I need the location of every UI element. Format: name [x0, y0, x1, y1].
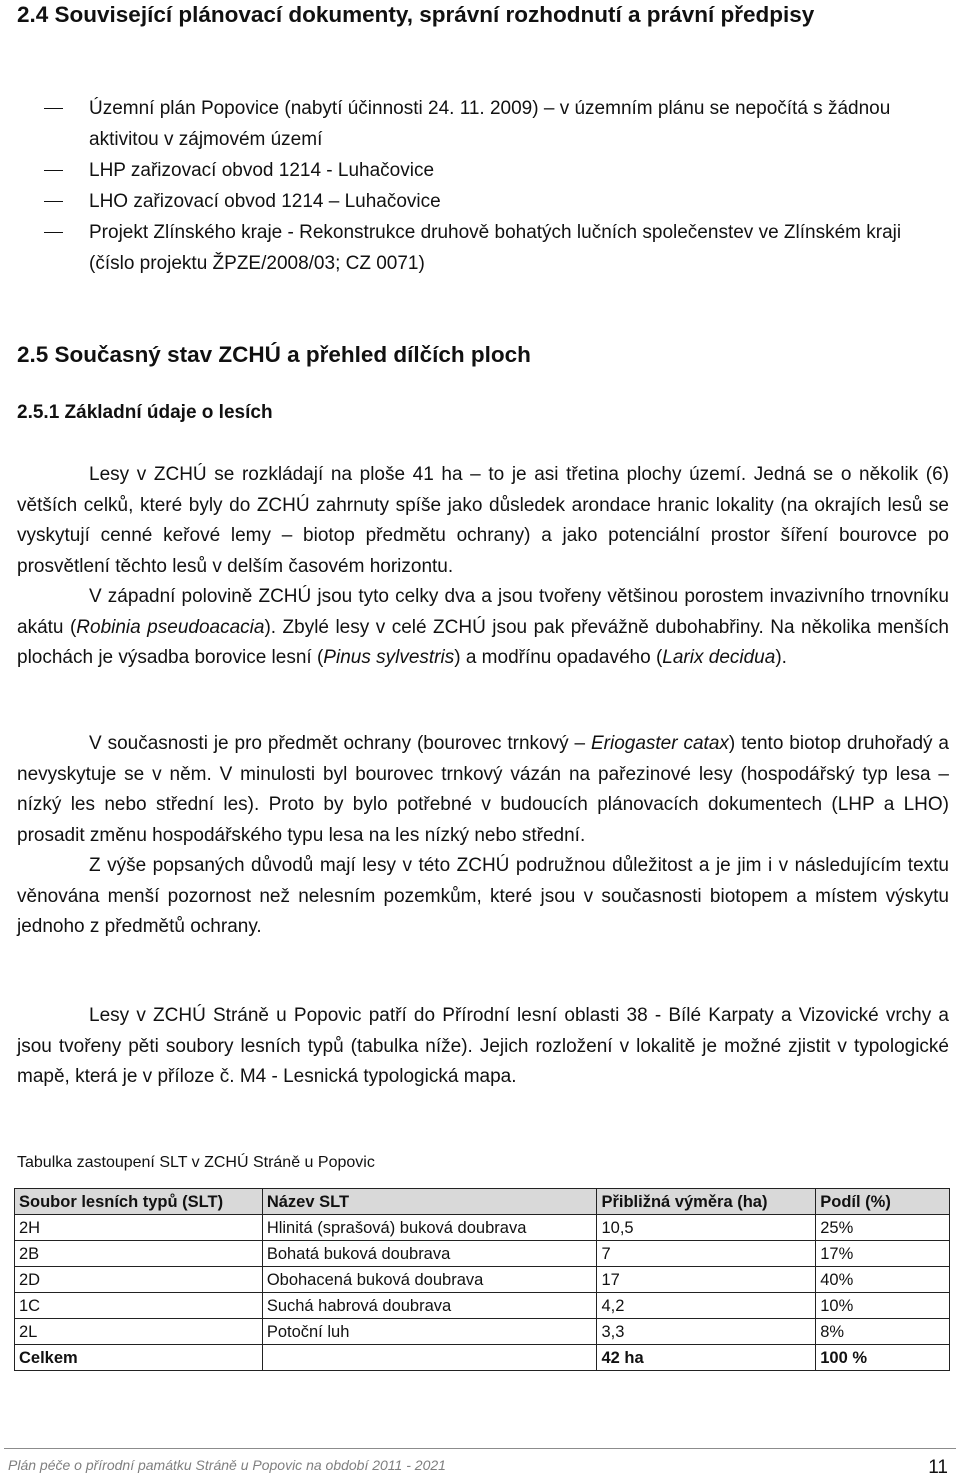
- table-cell: 25%: [816, 1215, 950, 1241]
- footer-divider: [4, 1448, 956, 1449]
- list-item: Územní plán Popovice (nabytí účinnosti 24. 11. 2009) – v územním plánu se nepočítá s žádnou aktivitou v zájmovém území: [0, 93, 960, 155]
- table-row: [15, 1215, 950, 1241]
- table-row: [15, 1241, 950, 1267]
- table-cell: 17%: [816, 1241, 950, 1267]
- list-item: Projekt Zlínského kraje - Rekonstrukce druhově bohatých lučních společenstev ve Zlínském kraji (číslo projektu ŽPZE/2008/03; CZ 0071): [0, 217, 960, 279]
- column-header: Název SLT: [262, 1189, 597, 1215]
- table-cell: 2L: [15, 1319, 263, 1345]
- table-cell: Bohatá buková doubrava: [262, 1241, 597, 1267]
- paragraph-forest-region: Lesy v ZCHÚ Stráně u Popovic patří do Přírodní lesní oblasti 38 - Bílé Karpaty a Vizovické vrchy a jsou tvořeny pěti soubory lesních typů (tabulka níže). Jejich rozložení v lokalitě je možné zjistit v typologické mapě, která je v příloze č. M4 - Lesnická typologická mapa.: [17, 1005, 949, 1087]
- table-row: [15, 1293, 950, 1319]
- table-cell: 2B: [15, 1241, 263, 1267]
- column-header: Podíl (%): [816, 1189, 950, 1215]
- table-cell: 8%: [816, 1319, 950, 1345]
- forest-region-text: [17, 1001, 949, 1093]
- section-heading-2-5: 2.5 Současný stav ZCHÚ a přehled dílčích ploch: [17, 342, 531, 367]
- column-header: Soubor lesních typů (SLT): [15, 1189, 263, 1215]
- table-cell: 3,3: [597, 1319, 816, 1345]
- list-item: LHP zařizovací obvod 1214 - Luhačovice: [0, 155, 960, 186]
- table-cell: Celkem: [15, 1345, 263, 1371]
- page-number: 11: [928, 1457, 948, 1478]
- table-cell: 1C: [15, 1293, 263, 1319]
- table-cell: Hlinitá (sprašová) buková doubrava: [262, 1215, 597, 1241]
- table-cell: 10,5: [597, 1215, 816, 1241]
- section-heading-2-4: 2.4 Související plánovací dokumenty, správní rozhodnutí a právní předpisy: [17, 2, 815, 27]
- column-header: Přibližná výměra (ha): [597, 1189, 816, 1215]
- paragraph-present-biotope: V současnosti je pro předmět ochrany (bourovec trnkový – Eriogaster catax) tento biotop druhořadý a nevyskytuje se v něm. V minulosti byl bourovec trnkový vázán na pařezinové lesy (hospodářský typ lesa – nízký les nebo střední les). Proto by bylo potřebné v budoucích plánovacích dokumentech (LHP a LHO) prosadit změnu hospodářského typu lesa na les nízký nebo střední.: [17, 733, 949, 846]
- dash-bullet-icon: [44, 170, 63, 171]
- table-total-row: [15, 1345, 950, 1371]
- table-cell: 7: [597, 1241, 816, 1267]
- paragraph-western-half: V západní polovině ZCHÚ jsou tyto celky dva a jsou tvořeny většinou porostem invazivního trnovníku akátu (Robinia pseudoacacia). Zbylé lesy v celé ZCHÚ jsou pak převážně dubohabřiny. Na několika menších plochách je výsadba borovice lesní (Pinus sylvestris) a modřínu opadavého (Larix decidua).: [17, 586, 950, 668]
- paragraph-importance: Z výše popsaných důvodů mají lesy v této ZCHÚ podružnou důležitost a je jim i v následujícím textu věnována menší pozornost než nelesním pozemkům, které jsou v současnosti biotopem a místem výskytu jednoho z předmětů ochrany.: [17, 855, 949, 937]
- slt-table: [14, 1188, 950, 1371]
- footer-title: Plán péče o přírodní památku Stráně u Popovic na období 2011 - 2021: [8, 1457, 446, 1473]
- table-cell: Obohacená buková doubrava: [262, 1267, 597, 1293]
- table-cell: 2H: [15, 1215, 263, 1241]
- subsection-heading-2-5-1: 2.5.1 Základní údaje o lesích: [17, 402, 273, 423]
- related-documents-list: [0, 93, 960, 279]
- dash-bullet-icon: [44, 108, 63, 109]
- table-caption: Tabulka zastoupení SLT v ZCHÚ Stráně u Popovic: [17, 1154, 375, 1171]
- table-cell: 10%: [816, 1293, 950, 1319]
- dash-bullet-icon: [44, 232, 63, 233]
- list-item: LHO zařizovací obvod 1214 – Luhačovice: [0, 186, 960, 217]
- table-cell: [262, 1345, 597, 1371]
- table-cell: 17: [597, 1267, 816, 1293]
- table-cell: Suchá habrová doubrava: [262, 1293, 597, 1319]
- dash-bullet-icon: [44, 201, 63, 202]
- table-cell: 42 ha: [597, 1345, 816, 1371]
- paragraph-forest-area: Lesy v ZCHÚ se rozkládají na ploše 41 ha – to je asi třetina plochy území. Jedná se o několik (6) větších celků, které byly do ZCHÚ zahrnuty spíše jako důsledek arondace hranic lokality (na okrajích lesů se vyskytují cenné keřové lemy – biotop předmětu ochrany) a jako potenciální prostor šíření bourovce po prosvětlení těchto lesů v delším časovém horizontu.: [17, 464, 949, 577]
- table-cell: 2D: [15, 1267, 263, 1293]
- protection-subject-text: [17, 729, 949, 943]
- table-cell: 40%: [816, 1267, 950, 1293]
- table-cell: Potoční luh: [262, 1319, 597, 1345]
- table-cell: 100 %: [816, 1345, 950, 1371]
- table-row: [15, 1319, 950, 1345]
- table-header-row: [15, 1189, 950, 1215]
- table-cell: 4,2: [597, 1293, 816, 1319]
- forest-basics-text: [17, 460, 949, 674]
- table-row: [15, 1267, 950, 1293]
